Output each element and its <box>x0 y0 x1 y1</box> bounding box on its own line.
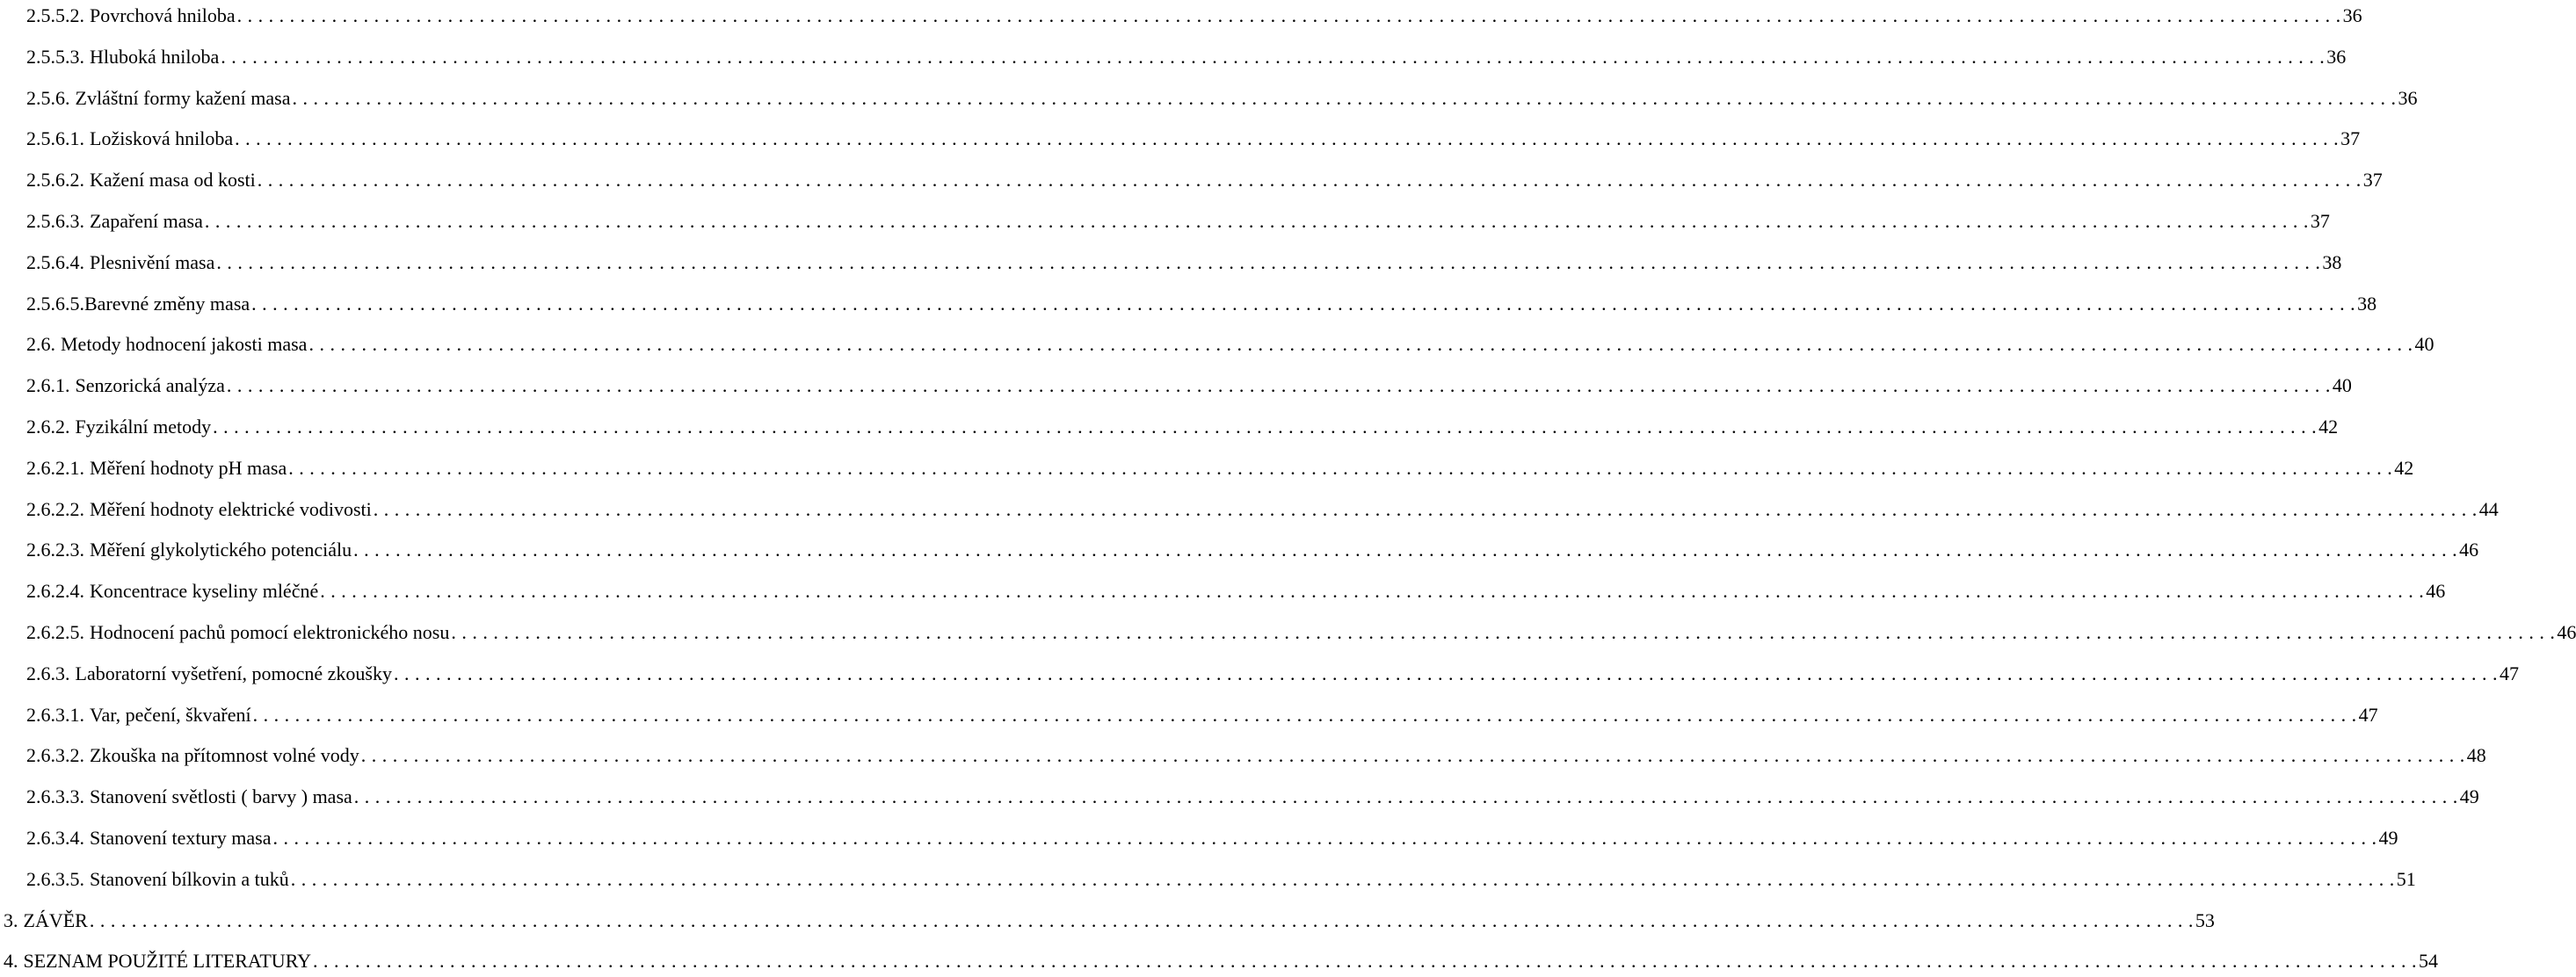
toc-entry-number: 2.6.3. <box>26 662 70 684</box>
toc-entry-number: 2.5.6.4. <box>26 250 84 273</box>
toc-entry-title: Laboratorní vyšetření, pomocné zkoušky <box>75 662 392 684</box>
toc-leader-dots: . . . . . . . . . . . . . . . . . . . . . . . . . . . . . . . . . . . . . . . . . . . . . . . . . . . . . . . . . . . . . . . . . . . . . . . . . . . . . . . . . . . . . . . . . . . . . . . . . . . . . . . . . . . . . . . . . . . . . . . . . . . . . . . . . . . . . . . . . . . . . . . . . . . . . . . . . . . . . . . . . . . . . . . . . . . . . . . . . . . . . . . . . . . . . . . . . . . . . . . . <box>236 4 2341 26</box>
toc-leader-dots: . . . . . . . . . . . . . . . . . . . . . . . . . . . . . . . . . . . . . . . . . . . . . . . . . . . . . . . . . . . . . . . . . . . . . . . . . . . . . . . . . . . . . . . . . . . . . . . . . . . . . . . . . . . . . . . . . . . . . . . . . . . . . . . . . . . . . . . . . . . . . . . . . . . . . . . . . . . . . . . . . . . . . . . . . . . . . . . . . . . . . . . . . . . . . . . . . . . . . . . . <box>353 785 2458 808</box>
toc-entry-title: Zvláštní formy kažení masa <box>75 86 291 109</box>
toc-entry[interactable] <box>26 494 2499 525</box>
toc-entry-page: 42 <box>2394 456 2414 479</box>
toc-entry-number: 2.6.2.3. <box>26 539 84 561</box>
toc-entry-page: 54 <box>2419 950 2439 973</box>
toc-entry[interactable] <box>26 164 2383 196</box>
toc-entry[interactable] <box>26 452 2414 484</box>
toc-entry-title: Hluboká hniloba <box>90 45 220 68</box>
toc-entry-number: 2.6.3.5. <box>26 867 84 890</box>
toc-leader-dots: . . . . . . . . . . . . . . . . . . . . . . . . . . . . . . . . . . . . . . . . . . . . . . . . . . . . . . . . . . . . . . . . . . . . . . . . . . . . . . . . . . . . . . . . . . . . . . . . . . . . . . . . . . . . . . . . . . . . . . . . . . . . . . . . . . . . . . . . . . . . . . . . . . . . . . . . . . . . . . . . . . . . . . . . . . . . . . . . . . . . . . . . . . . . . . . . . . . . . . . . <box>221 45 2326 68</box>
toc-entry-title: Stanovení světlosti ( barvy ) masa <box>90 785 352 808</box>
toc-entry-page: 44 <box>2478 497 2499 520</box>
toc-entry-number: 2.6.3.3. <box>26 785 84 808</box>
toc-leader-dots: . . . . . . . . . . . . . . . . . . . . . . . . . . . . . . . . . . . . . . . . . . . . . . . . . . . . . . . . . . . . . . . . . . . . . . . . . . . . . . . . . . . . . . . . . . . . . . . . . . . . . . . . . . . . . . . . . . . . . . . . . . . . . . . . . . . . . . . . . . . . . . . . . . . . . . . . . . . . . . . . . . . . . . . . . . . . . . . . . . . . . . . . . . . . . . . . . . . . . . . . <box>292 86 2397 109</box>
toc-entry-number: 2.6.2.4. <box>26 580 84 603</box>
toc-entry-page: 38 <box>2322 250 2342 273</box>
toc-entry-title: Zapaření masa <box>90 210 203 232</box>
toc-leader-dots: . . . . . . . . . . . . . . . . . . . . . . . . . . . . . . . . . . . . . . . . . . . . . . . . . . . . . . . . . . . . . . . . . . . . . . . . . . . . . . . . . . . . . . . . . . . . . . . . . . . . . . . . . . . . . . . . . . . . . . . . . . . . . . . . . . . . . . . . . . . . . . . . . . . . . . . . . . . . . . . . . . . . . . . . . . . . . . . . . . . . . . . . . . . . . . . . . . . . . . . . <box>226 374 2331 397</box>
toc-entry-page: 42 <box>2318 416 2339 438</box>
toc-leader-dots: . . . . . . . . . . . . . . . . . . . . . . . . . . . . . . . . . . . . . . . . . . . . . . . . . . . . . . . . . . . . . . . . . . . . . . . . . . . . . . . . . . . . . . . . . . . . . . . . . . . . . . . . . . . . . . . . . . . . . . . . . . . . . . . . . . . . . . . . . . . . . . . . . . . . . . . . . . . . . . . . . . . . . . . . . . . . . . . . . . . . . . . . . . . . . . . . . . . . . . . . <box>320 580 2425 603</box>
toc-entry-title: Měření hodnoty elektrické vodivosti <box>90 497 372 520</box>
toc-entry[interactable] <box>26 329 2435 360</box>
toc-leader-dots: . . . . . . . . . . . . . . . . . . . . . . . . . . . . . . . . . . . . . . . . . . . . . . . . . . . . . . . . . . . . . . . . . . . . . . . . . . . . . . . . . . . . . . . . . . . . . . . . . . . . . . . . . . . . . . . . . . . . . . . . . . . . . . . . . . . . . . . . . . . . . . . . . . . . . . . . . . . . . . . . . . . . . . . . . . . . . . . . . . . . . . . . . . . . . . . . . . . . . . . . <box>213 416 2318 438</box>
toc-entry-title: ZÁVĚR <box>23 908 88 931</box>
toc-entry[interactable] <box>26 781 2479 813</box>
toc-entry-number: 2.6.3.1. <box>26 703 84 726</box>
toc-entry-number: 2.5.6.3. <box>26 210 84 232</box>
toc-entry-page: 48 <box>2466 744 2486 767</box>
toc-entry-number: 4. <box>4 950 18 973</box>
toc-leader-dots: . . . . . . . . . . . . . . . . . . . . . . . . . . . . . . . . . . . . . . . . . . . . . . . . . . . . . . . . . . . . . . . . . . . . . . . . . . . . . . . . . . . . . . . . . . . . . . . . . . . . . . . . . . . . . . . . . . . . . . . . . . . . . . . . . . . . . . . . . . . . . . . . . . . . . . . . . . . . . . . . . . . . . . . . . . . . . . . . . . . . . . . . . . . . . . . . . . . . . . . . <box>216 250 2321 273</box>
toc-leader-dots: . . . . . . . . . . . . . . . . . . . . . . . . . . . . . . . . . . . . . . . . . . . . . . . . . . . . . . . . . . . . . . . . . . . . . . . . . . . . . . . . . . . . . . . . . . . . . . . . . . . . . . . . . . . . . . . . . . . . . . . . . . . . . . . . . . . . . . . . . . . . . . . . . . . . . . . . . . . . . . . . . . . . . . . . . . . . . . . . . . . . . . . . . . . . . . . . . . . . . . . . <box>353 539 2458 561</box>
toc-entry-page: 38 <box>2357 292 2377 315</box>
toc-leader-dots: . . . . . . . . . . . . . . . . . . . . . . . . . . . . . . . . . . . . . . . . . . . . . . . . . . . . . . . . . . . . . . . . . . . . . . . . . . . . . . . . . . . . . . . . . . . . . . . . . . . . . . . . . . . . . . . . . . . . . . . . . . . . . . . . . . . . . . . . . . . . . . . . . . . . . . . . . . . . . . . . . . . . . . . . . . . . . . . . . . . . . . . . . . . . . . . . . . . . . . . . <box>313 950 2418 973</box>
toc-leader-dots: . . . . . . . . . . . . . . . . . . . . . . . . . . . . . . . . . . . . . . . . . . . . . . . . . . . . . . . . . . . . . . . . . . . . . . . . . . . . . . . . . . . . . . . . . . . . . . . . . . . . . . . . . . . . . . . . . . . . . . . . . . . . . . . . . . . . . . . . . . . . . . . . . . . . . . . . . . . . . . . . . . . . . . . . . . . . . . . . . . . . . . . . . . . . . . . . . . . . . . . . <box>235 127 2340 150</box>
toc-entry-page: 53 <box>2195 908 2215 931</box>
toc-entry-page: 37 <box>2310 210 2330 232</box>
toc-entry-page: 46 <box>2426 580 2446 603</box>
toc-entry-number: 2.5.5.2. <box>26 4 84 26</box>
toc-entry[interactable] <box>26 83 2418 114</box>
toc-entry-page: 36 <box>2326 45 2347 68</box>
toc-entry[interactable] <box>26 206 2330 237</box>
toc-entry-page: 49 <box>2459 785 2479 808</box>
toc-entry-page: 49 <box>2378 827 2398 849</box>
toc-entry-page: 36 <box>2342 4 2362 26</box>
toc-entry[interactable] <box>26 658 2519 690</box>
toc-entry[interactable] <box>4 905 2215 937</box>
toc-leader-dots: . . . . . . . . . . . . . . . . . . . . . . . . . . . . . . . . . . . . . . . . . . . . . . . . . . . . . . . . . . . . . . . . . . . . . . . . . . . . . . . . . . . . . . . . . . . . . . . . . . . . . . . . . . . . . . . . . . . . . . . . . . . . . . . . . . . . . . . . . . . . . . . . . . . . . . . . . . . . . . . . . . . . . . . . . . . . . . . . . . . . . . . . . . . . . . . . . . . . . . . . <box>451 621 2556 643</box>
toc-entry[interactable] <box>26 864 2416 895</box>
toc-entry[interactable] <box>26 123 2361 155</box>
toc-leader-dots: . . . . . . . . . . . . . . . . . . . . . . . . . . . . . . . . . . . . . . . . . . . . . . . . . . . . . . . . . . . . . . . . . . . . . . . . . . . . . . . . . . . . . . . . . . . . . . . . . . . . . . . . . . . . . . . . . . . . . . . . . . . . . . . . . . . . . . . . . . . . . . . . . . . . . . . . . . . . . . . . . . . . . . . . . . . . . . . . . . . . . . . . . . . . . . . . . . . . . . . . <box>251 292 2356 315</box>
toc-leader-dots: . . . . . . . . . . . . . . . . . . . . . . . . . . . . . . . . . . . . . . . . . . . . . . . . . . . . . . . . . . . . . . . . . . . . . . . . . . . . . . . . . . . . . . . . . . . . . . . . . . . . . . . . . . . . . . . . . . . . . . . . . . . . . . . . . . . . . . . . . . . . . . . . . . . . . . . . . . . . . . . . . . . . . . . . . . . . . . . . . . . . . . . . . . . . . . . . . . . . . . . . <box>373 497 2478 520</box>
toc-entry-number: 2.6.2.2. <box>26 497 84 520</box>
toc-entry-page: 37 <box>2340 127 2361 150</box>
toc-entry-page: 37 <box>2362 169 2383 192</box>
toc-entry[interactable] <box>26 699 2378 731</box>
toc-leader-dots: . . . . . . . . . . . . . . . . . . . . . . . . . . . . . . . . . . . . . . . . . . . . . . . . . . . . . . . . . . . . . . . . . . . . . . . . . . . . . . . . . . . . . . . . . . . . . . . . . . . . . . . . . . . . . . . . . . . . . . . . . . . . . . . . . . . . . . . . . . . . . . . . . . . . . . . . . . . . . . . . . . . . . . . . . . . . . . . . . . . . . . . . . . . . . . . . . . . . . . . . <box>393 662 2498 684</box>
toc-entry-page: 36 <box>2398 86 2418 109</box>
toc-leader-dots: . . . . . . . . . . . . . . . . . . . . . . . . . . . . . . . . . . . . . . . . . . . . . . . . . . . . . . . . . . . . . . . . . . . . . . . . . . . . . . . . . . . . . . . . . . . . . . . . . . . . . . . . . . . . . . . . . . . . . . . . . . . . . . . . . . . . . . . . . . . . . . . . . . . . . . . . . . . . . . . . . . . . . . . . . . . . . . . . . . . . . . . . . . . . . . . . . . . . . . . . <box>308 333 2413 356</box>
toc-leader-dots: . . . . . . . . . . . . . . . . . . . . . . . . . . . . . . . . . . . . . . . . . . . . . . . . . . . . . . . . . . . . . . . . . . . . . . . . . . . . . . . . . . . . . . . . . . . . . . . . . . . . . . . . . . . . . . . . . . . . . . . . . . . . . . . . . . . . . . . . . . . . . . . . . . . . . . . . . . . . . . . . . . . . . . . . . . . . . . . . . . . . . . . . . . . . . . . . . . . . . . . . <box>252 703 2357 726</box>
toc-entry-number: 2.6.1. <box>26 374 70 397</box>
toc-entry[interactable] <box>26 247 2342 279</box>
toc-entry[interactable] <box>4 945 2439 977</box>
toc-entry-page: 51 <box>2396 867 2416 890</box>
toc-leader-dots: . . . . . . . . . . . . . . . . . . . . . . . . . . . . . . . . . . . . . . . . . . . . . . . . . . . . . . . . . . . . . . . . . . . . . . . . . . . . . . . . . . . . . . . . . . . . . . . . . . . . . . . . . . . . . . . . . . . . . . . . . . . . . . . . . . . . . . . . . . . . . . . . . . . . . . . . . . . . . . . . . . . . . . . . . . . . . . . . . . . . . . . . . . . . . . . . . . . . . . . . <box>204 210 2309 232</box>
toc-leader-dots: . . . . . . . . . . . . . . . . . . . . . . . . . . . . . . . . . . . . . . . . . . . . . . . . . . . . . . . . . . . . . . . . . . . . . . . . . . . . . . . . . . . . . . . . . . . . . . . . . . . . . . . . . . . . . . . . . . . . . . . . . . . . . . . . . . . . . . . . . . . . . . . . . . . . . . . . . . . . . . . . . . . . . . . . . . . . . . . . . . . . . . . . . . . . . . . . . . . . . . . . <box>288 456 2393 479</box>
toc-entry-page: 46 <box>2459 539 2479 561</box>
toc-entry-number: 2.5.6.1. <box>26 127 84 150</box>
toc-entry-number: 2.6. <box>26 333 55 356</box>
toc-entry-title: Zkouška na přítomnost volné vody <box>90 744 359 767</box>
toc-leader-dots: . . . . . . . . . . . . . . . . . . . . . . . . . . . . . . . . . . . . . . . . . . . . . . . . . . . . . . . . . . . . . . . . . . . . . . . . . . . . . . . . . . . . . . . . . . . . . . . . . . . . . . . . . . . . . . . . . . . . . . . . . . . . . . . . . . . . . . . . . . . . . . . . . . . . . . . . . . . . . . . . . . . . . . . . . . . . . . . . . . . . . . . . . . . . . . . . . . . . . . . . <box>272 827 2377 849</box>
toc-entry-page: 40 <box>2332 374 2352 397</box>
toc-entry[interactable] <box>26 411 2339 443</box>
toc-entry-title: Koncentrace kyseliny mléčné <box>90 580 319 603</box>
toc-entry[interactable] <box>26 370 2352 402</box>
toc-entry[interactable] <box>26 534 2479 566</box>
toc-entry[interactable] <box>26 822 2398 854</box>
toc-entry[interactable] <box>26 575 2446 607</box>
toc-entry-number: 2.6.2. <box>26 416 70 438</box>
toc-entry-title: Stanovení textury masa <box>90 827 272 849</box>
toc-entry-title: Povrchová hniloba <box>90 4 236 26</box>
toc-entry-title: Měření hodnoty pH masa <box>90 456 287 479</box>
toc-entry-title: Hodnocení pachů pomocí elektronického nosu <box>90 621 450 643</box>
toc-entry-number: 2.6.2.5. <box>26 621 84 643</box>
toc-entry-title: Senzorická analýza <box>75 374 225 397</box>
toc-entry-title: Plesnivění masa <box>90 250 215 273</box>
toc-entry-number: 3. <box>4 908 18 931</box>
toc-entry[interactable] <box>26 41 2347 73</box>
toc-entry-title: Stanovení bílkovin a tuků <box>90 867 289 890</box>
toc-leader-dots: . . . . . . . . . . . . . . . . . . . . . . . . . . . . . . . . . . . . . . . . . . . . . . . . . . . . . . . . . . . . . . . . . . . . . . . . . . . . . . . . . . . . . . . . . . . . . . . . . . . . . . . . . . . . . . . . . . . . . . . . . . . . . . . . . . . . . . . . . . . . . . . . . . . . . . . . . . . . . . . . . . . . . . . . . . . . . . . . . . . . . . . . . . . . . . . . . . . . . . . . <box>257 169 2362 192</box>
toc-entry-number: 2.6.2.1. <box>26 456 84 479</box>
toc-entry[interactable] <box>26 288 2377 320</box>
toc-entry-number: 2.5.5.3. <box>26 45 84 68</box>
toc-leader-dots: . . . . . . . . . . . . . . . . . . . . . . . . . . . . . . . . . . . . . . . . . . . . . . . . . . . . . . . . . . . . . . . . . . . . . . . . . . . . . . . . . . . . . . . . . . . . . . . . . . . . . . . . . . . . . . . . . . . . . . . . . . . . . . . . . . . . . . . . . . . . . . . . . . . . . . . . . . . . . . . . . . . . . . . . . . . . . . . . . . . . . . . . . . . . . . . . . . . . . . . . <box>360 744 2465 767</box>
toc-entry-number: 2.5.6.5. <box>26 292 84 315</box>
toc-entry[interactable] <box>26 740 2486 771</box>
toc-entry[interactable] <box>26 617 2576 648</box>
toc-entry-number: 2.6.3.4. <box>26 827 84 849</box>
toc-entry-title: Barevné změny masa <box>84 292 250 315</box>
toc-leader-dots: . . . . . . . . . . . . . . . . . . . . . . . . . . . . . . . . . . . . . . . . . . . . . . . . . . . . . . . . . . . . . . . . . . . . . . . . . . . . . . . . . . . . . . . . . . . . . . . . . . . . . . . . . . . . . . . . . . . . . . . . . . . . . . . . . . . . . . . . . . . . . . . . . . . . . . . . . . . . . . . . . . . . . . . . . . . . . . . . . . . . . . . . . . . . . . . . . . . . . . . . <box>290 867 2395 890</box>
toc-entry-number: 2.6.3.2. <box>26 744 84 767</box>
toc-leader-dots: . . . . . . . . . . . . . . . . . . . . . . . . . . . . . . . . . . . . . . . . . . . . . . . . . . . . . . . . . . . . . . . . . . . . . . . . . . . . . . . . . . . . . . . . . . . . . . . . . . . . . . . . . . . . . . . . . . . . . . . . . . . . . . . . . . . . . . . . . . . . . . . . . . . . . . . . . . . . . . . . . . . . . . . . . . . . . . . . . . . . . . . . . . . . . . . . . . . . . . . . <box>89 908 2194 931</box>
toc-entry-page: 46 <box>2557 621 2576 643</box>
toc-entry-title: SEZNAM POUŽITÉ LITERATURY <box>23 950 312 973</box>
toc-entry-number: 2.5.6. <box>26 86 70 109</box>
toc-entry-page: 47 <box>2358 703 2378 726</box>
toc-entry-title: Měření glykolytického potenciálu <box>90 539 352 561</box>
toc-entry-title: Ložisková hniloba <box>90 127 234 150</box>
toc-entry-title: Kažení masa od kosti <box>90 169 256 192</box>
toc-entry-title: Fyzikální metody <box>75 416 212 438</box>
toc-entry-page: 40 <box>2414 333 2435 356</box>
toc-entry-title: Var, pečení, škvaření <box>90 703 251 726</box>
toc-entry-title: Metody hodnocení jakosti masa <box>61 333 308 356</box>
toc-entry-page: 47 <box>2499 662 2519 684</box>
toc-entry-number: 2.5.6.2. <box>26 169 84 192</box>
toc-entry[interactable] <box>26 0 2362 32</box>
